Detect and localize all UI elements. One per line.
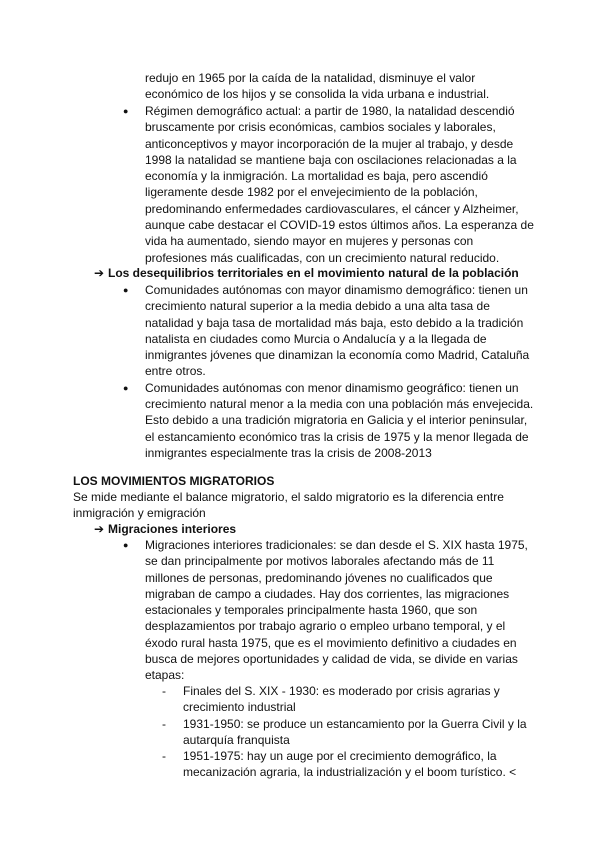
- migraciones-heading-text: Migraciones interiores: [108, 522, 237, 536]
- list-item-regimen-actual: ● Régimen demográfico actual: a partir de 1980, la natalidad descendió bruscamente por crisis económicas, cambios sociales y laborales, anticonceptivos y mayor incorporación de la mujer al trabajo, y desde 1998 la natalidad se mantiene baja con oscilaciones relacionadas a la economía y la inmigración. La mortalidad es baja, pero ascendió ligeramente desde 1982 por el envejecimiento de la población, predominando enfermedades cardiovasculares, el cáncer y Alzheimer, aunque cabe destacar el COVID-19 estos últimos años. La esperanza de vida ha aumentado, siendo mayor en mujeres y personas con profesiones más cualificadas, con un crecimiento natural reducido.: [145, 103, 535, 266]
- migraciones-list: [145, 537, 535, 684]
- desequilibrios-list: [145, 282, 535, 461]
- continuation-paragraph: redujo en 1965 por la caída de la natalidad, disminuye el valor económico de los hijos y se consolida la vida urbana e industrial.: [145, 71, 490, 102]
- list-item-menor-dinamismo: ● Comunidades autónomas con menor dinamismo geográfico: tienen un crecimiento natural menor a la media con una población más envejecida. Esto debido a una tradición migratoria en Galicia y el interior peninsular, el estancamiento económico tras la crisis de 1975 y la menor llegada de inmigrantes especialmente tras la crisis de 2008-2013: [145, 380, 535, 461]
- desequilibrios-heading: [94, 265, 519, 281]
- section-title-movimientos: LOS MOVIMIENTOS MIGRATORIOS: [73, 474, 275, 488]
- list-item-etapa-2: - 1931-1950: se produce un estancamiento por la Guerra Civil y la autarquía franquista: [183, 716, 528, 749]
- movimientos-intro: Se mide mediante el balance migratorio, el saldo migratorio es la diferencia entre inmigración y emigración: [73, 490, 504, 521]
- list-item-etapa-1: - Finales del S. XIX - 1930: es moderado por crisis agrarias y crecimiento industrial: [183, 683, 528, 716]
- arrow-right-icon: ➔: [94, 522, 105, 536]
- etapas-list: [183, 683, 528, 781]
- desequilibrios-heading-text: Los desequilibrios territoriales en el movimiento natural de la población: [108, 266, 519, 280]
- migraciones-heading: [94, 521, 236, 537]
- regimen-list: [145, 103, 535, 266]
- list-item-mayor-dinamismo: ● Comunidades autónomas con mayor dinamismo demográfico: tienen un crecimiento natural superior a la media debido a una alta tasa de natalidad y baja tasa de mortalidad más baja, esto debido a la tradición natalista en ciudades como Murcia o Andalucía y a la llegada de inmigrantes jóvenes que dinamizan la economía como Madrid, Cataluña entre otros.: [145, 282, 535, 380]
- list-item-migraciones-tradicionales: ● Migraciones interiores tradicionales: se dan desde el S. XIX hasta 1975, se dan principalmente por motivos laborales afectando más de 11 millones de personas, predominando jóvenes no cualificados que migraban de campo a ciudades. Hay dos corrientes, las migraciones estacionales y temporales principalmente hasta 1960, que son desplazamientos por trabajo agrario o empleo urbano temporal, y el éxodo rural hasta 1975, que es el movimiento definitivo a ciudades en busca de mejores oportunidades y calidad de vida, se divide en varias etapas:: [145, 537, 535, 684]
- arrow-right-icon: ➔: [94, 266, 105, 280]
- list-item-etapa-3: - 1951-1975: hay un auge por el crecimiento demográfico, la mecanización agraria, la industrialización y el boom turístico. <: [183, 748, 528, 781]
